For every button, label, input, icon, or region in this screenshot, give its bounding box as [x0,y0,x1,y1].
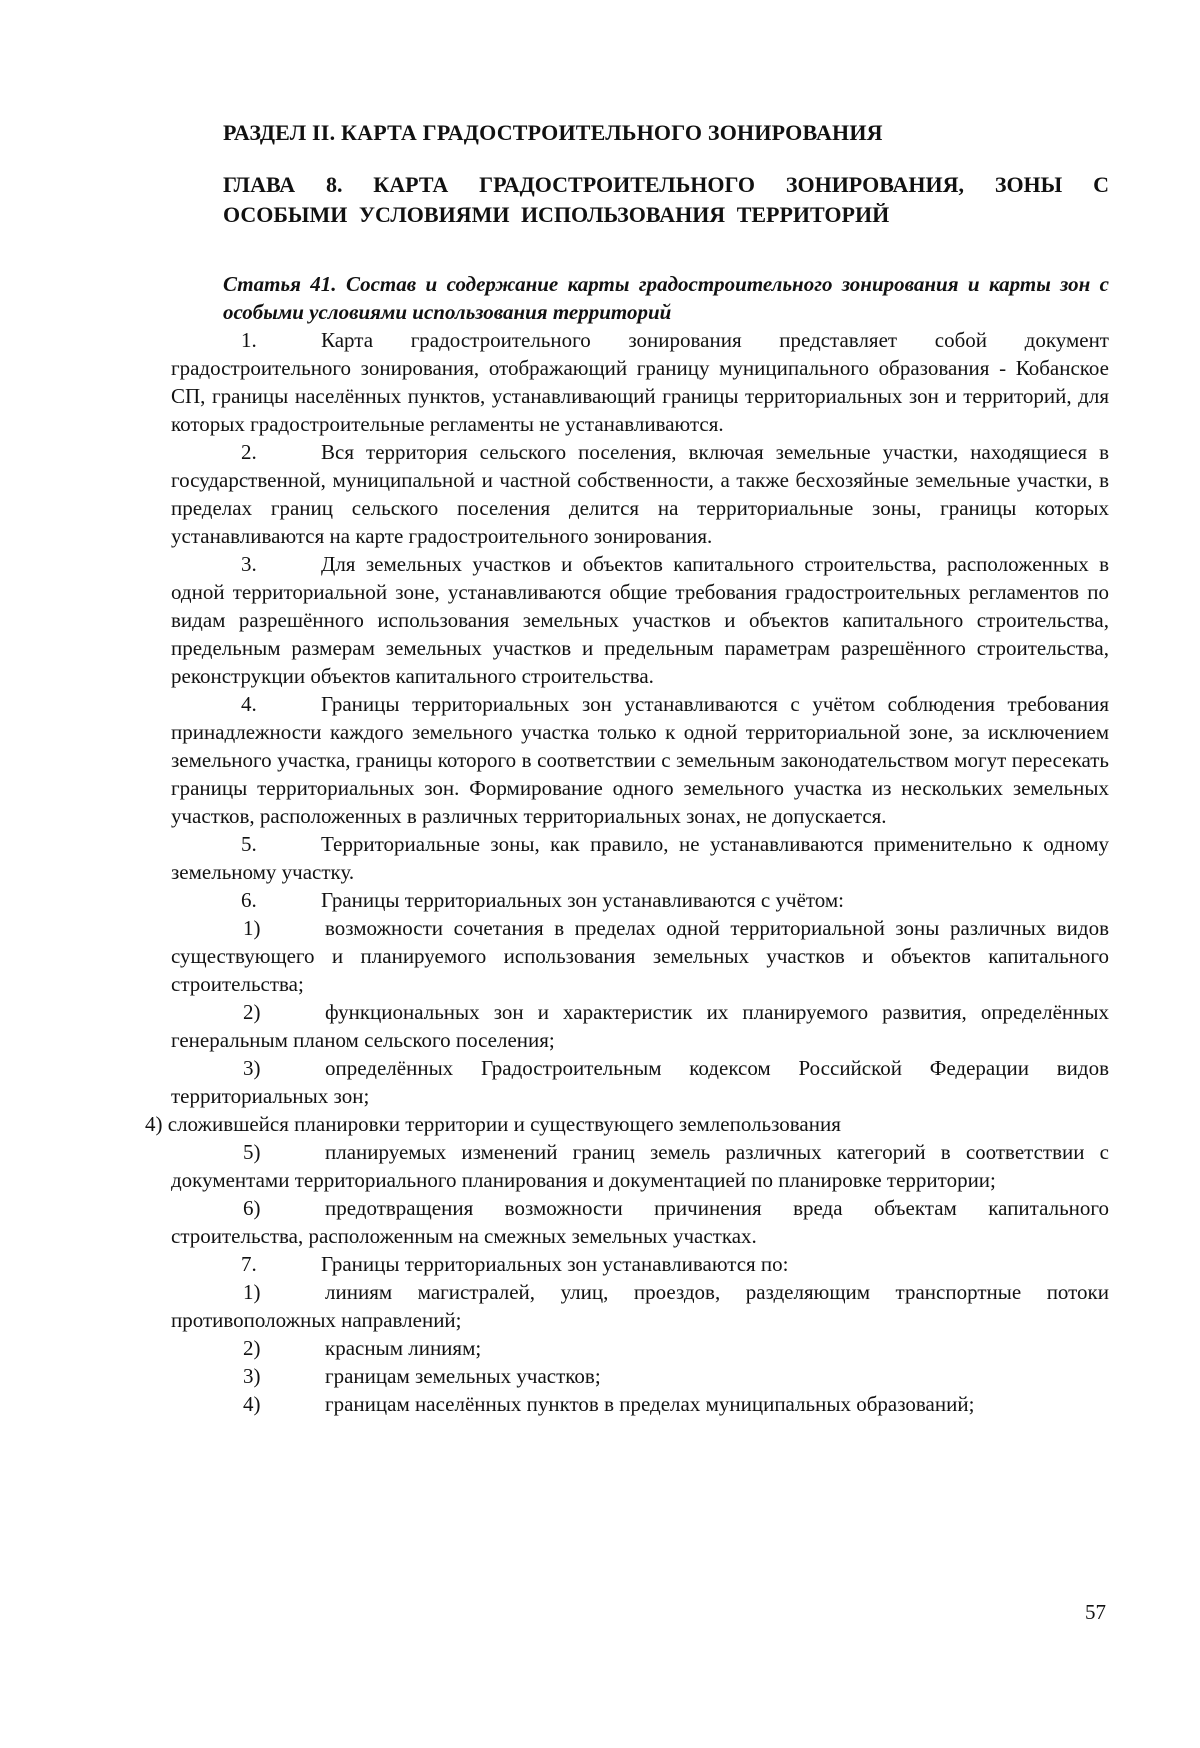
paragraph-number: 7. [241,1252,257,1276]
item-number: 5) [243,1140,261,1164]
item-text: определённых Градостроительным кодексом Российской Федерации видов территориальных зон; [171,1056,1109,1108]
criteria-item-5 [171,1138,1109,1194]
paragraph-text: Карта градостроительного зонирования представляет собой документ градостроительного зонирования, отображающий границу муниципального образования - Кобанское СП, границы населённых пунктов, устанавливающий границы территориальных зон и территорий, для которых градостроительные регламенты не устанавливаются. [171,328,1109,436]
paragraph-text: Границы территориальных зон устанавливаются с учётом соблюдения требования принадлежности каждого земельного участка только к одной территориальной зоне, за исключением земельного участка, границы которого в соответствии с земельным законодательством могут пересекать границы территориальных зон. Формирование одного земельного участка из нескольких земельных участков, расположенных в различных территориальных зонах, не допускается. [171,692,1109,828]
item-number: 6) [243,1196,261,1220]
paragraph-text: Границы территориальных зон устанавливаются по: [321,1252,789,1276]
item-text: границам населённых пунктов в пределах муниципальных образований; [325,1392,975,1416]
section-title: РАЗДЕЛ II. КАРТА ГРАДОСТРОИТЕЛЬНОГО ЗОНИРОВАНИЯ [223,120,883,145]
page-content [145,118,1109,1418]
item-number: 4) [243,1392,261,1416]
paragraph-5 [171,830,1109,886]
item-text: границам земельных участков; [325,1364,601,1388]
item-number: 3) [243,1364,261,1388]
item-text: линиям магистралей, улиц, проездов, разделяющим транспортные потоки противоположных направлений; [171,1280,1109,1332]
item-number: 2) [243,1000,261,1024]
item-number: 4) [145,1112,163,1136]
article-title: Статья 41. Состав и содержание карты градостроительного зонирования и карты зон с особыми условиями использования территорий [223,272,1109,324]
criteria-item-3 [171,1054,1109,1110]
boundary-item-2 [171,1334,1109,1362]
item-text: планируемых изменений границ земель различных категорий в соответствии с документами территориального планирования и документацией по планировке территории; [171,1140,1109,1192]
paragraph-number: 5. [241,832,257,856]
page-number: 57 [1085,1600,1106,1624]
item-number: 3) [243,1056,261,1080]
criteria-item-6 [171,1194,1109,1250]
paragraph-1 [171,326,1109,438]
paragraph-6 [171,886,1109,914]
criteria-item-1 [171,914,1109,998]
paragraph-text: Границы территориальных зон устанавливаются с учётом: [321,888,845,912]
item-text: возможности сочетания в пределах одной территориальной зоны различных видов существующего и планируемого использования земельных участков и объектов капитального строительства; [171,916,1109,996]
item-number: 2) [243,1336,261,1360]
paragraph-text: Вся территория сельского поселения, включая земельные участки, находящиеся в государственной, муниципальной и частной собственности, а также бесхозяйные земельные участки, в пределах границ сельского поселения делится на территориальные зоны, границы которых устанавливаются на карте градостроительного зонирования. [171,440,1109,548]
item-text: красным линиям; [325,1336,482,1360]
paragraph-number: 2. [241,440,257,464]
item-text: предотвращения возможности причинения вреда объектам капитального строительства, расположенным на смежных земельных участках. [171,1196,1109,1248]
boundary-item-4 [171,1390,1109,1418]
criteria-item-2 [171,998,1109,1054]
item-number: 1) [243,1280,261,1304]
paragraph-number: 3. [241,552,257,576]
paragraph-7 [171,1250,1109,1278]
chapter-title: ГЛАВА 8. КАРТА ГРАДОСТРОИТЕЛЬНОГО ЗОНИРОВАНИЯ, ЗОНЫ С ОСОБЫМИ УСЛОВИЯМИ ИСПОЛЬЗОВАНИЯ ТЕРРИТОРИЙ [223,172,1109,227]
paragraph-text: Территориальные зоны, как правило, не устанавливаются применительно к одному земельному участку. [171,832,1109,884]
paragraph-text: Для земельных участков и объектов капитального строительства, расположенных в одной территориальной зоне, устанавливаются общие требования градостроительных регламентов по видам разрешённого использования земельных участков и объектов капитального строительства, предельным размерам земельных участков и предельным параметрам разрешённого строительства, реконструкции объектов капитального строительства. [171,552,1109,688]
boundary-item-3 [171,1362,1109,1390]
paragraph-3 [171,550,1109,690]
item-text: функциональных зон и характеристик их планируемого развития, определённых генеральным планом сельского поселения; [171,1000,1109,1052]
item-text: сложившейся планировки территории и существующего землепользования [167,1112,841,1136]
paragraph-number: 6. [241,888,257,912]
paragraph-4 [171,690,1109,830]
item-number: 1) [243,916,261,940]
paragraph-number: 1. [241,328,257,352]
criteria-item-4 [145,1110,1109,1138]
paragraph-2 [171,438,1109,550]
paragraph-number: 4. [241,692,257,716]
boundary-item-1 [171,1278,1109,1334]
